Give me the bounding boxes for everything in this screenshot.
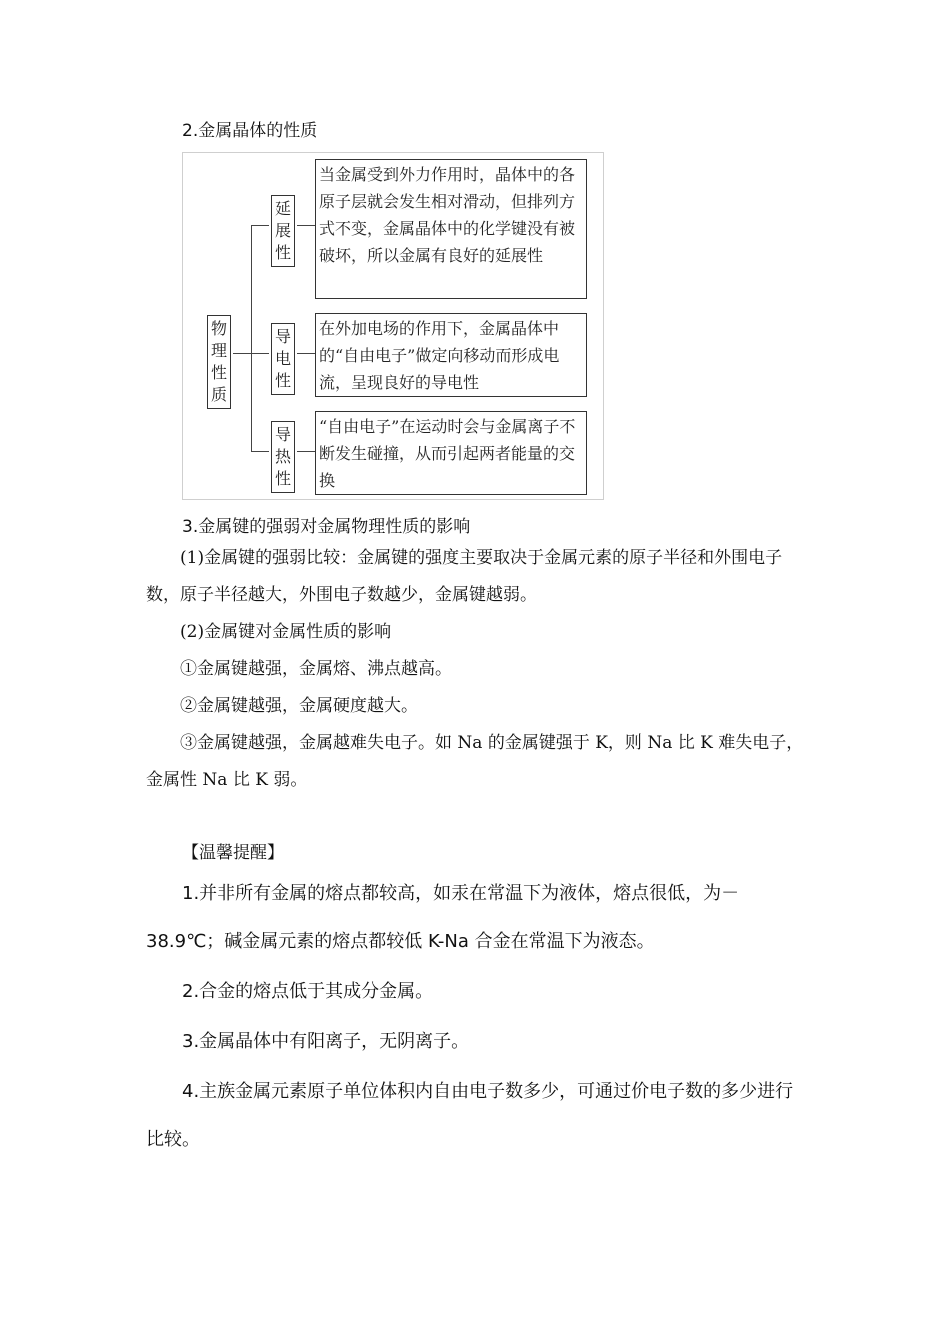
connector-line: [297, 451, 315, 452]
paragraph: (1)金属键的强弱比较：金属键的强度主要取决于金属元素的原子半径和外围电子数，原子半径越大，外围电子数越少，金属键越弱。: [146, 548, 783, 605]
connector-line: [297, 225, 315, 226]
tip-item: 1.并非所有金属的熔点都较高，如汞在常温下为液体，熔点很低，为－38.9℃；碱金属元素的熔点都较低 K-Na 合金在常温下为液态。: [146, 883, 740, 952]
paragraph: ③金属键越强，金属越难失电子。如 Na 的金属键强于 K，则 Na 比 K 难失电子，金属性 Na 比 K 弱。: [146, 733, 804, 790]
tip-item: 2.合金的熔点低于其成分金属。: [182, 981, 434, 1002]
connector-line: [297, 353, 315, 354]
connector-line: [251, 225, 252, 451]
connector-line: [251, 353, 269, 354]
section-heading: 2.金属晶体的性质: [182, 121, 318, 141]
section-heading: 3.金属键的强弱对金属物理性质的影响: [182, 517, 471, 537]
connector-line: [251, 451, 269, 452]
branch-text-thermal: “自由电子”在运动时会与金属离子不断发生碰撞，从而引起两者能量的交换: [315, 411, 587, 495]
branch-label-conductivity: 导电性: [271, 323, 295, 395]
tips-title: 【温馨提醒】: [182, 843, 284, 863]
branch-label-thermal: 导热性: [271, 421, 295, 493]
paragraph: ②金属键越强，金属硬度越大。: [180, 696, 418, 716]
branch-text-conductivity: 在外加电场的作用下，金属晶体中的“自由电子”做定向移动而形成电流，呈现良好的导电性: [315, 313, 587, 397]
connector-line: [233, 353, 251, 354]
paragraph: (2)金属键对金属性质的影响: [180, 622, 392, 642]
connector-line: [251, 225, 269, 226]
branch-label-ductility: 延展性: [271, 195, 295, 267]
branch-text-ductility: 当金属受到外力作用时，晶体中的各原子层就会发生相对滑动，但排列方式不变，金属晶体中的化学键没有被破坏，所以金属有良好的延展性: [315, 159, 587, 299]
tip-item: 4.主族金属元素原子单位体积内自由电子数多少，可通过价电子数的多少进行比较。: [146, 1081, 794, 1150]
diagram-root-box: 物理性质: [207, 315, 231, 409]
tip-item: 3.金属晶体中有阳离子，无阴离子。: [182, 1031, 470, 1052]
properties-diagram: [182, 152, 604, 500]
paragraph: ①金属键越强，金属熔、沸点越高。: [180, 659, 452, 679]
